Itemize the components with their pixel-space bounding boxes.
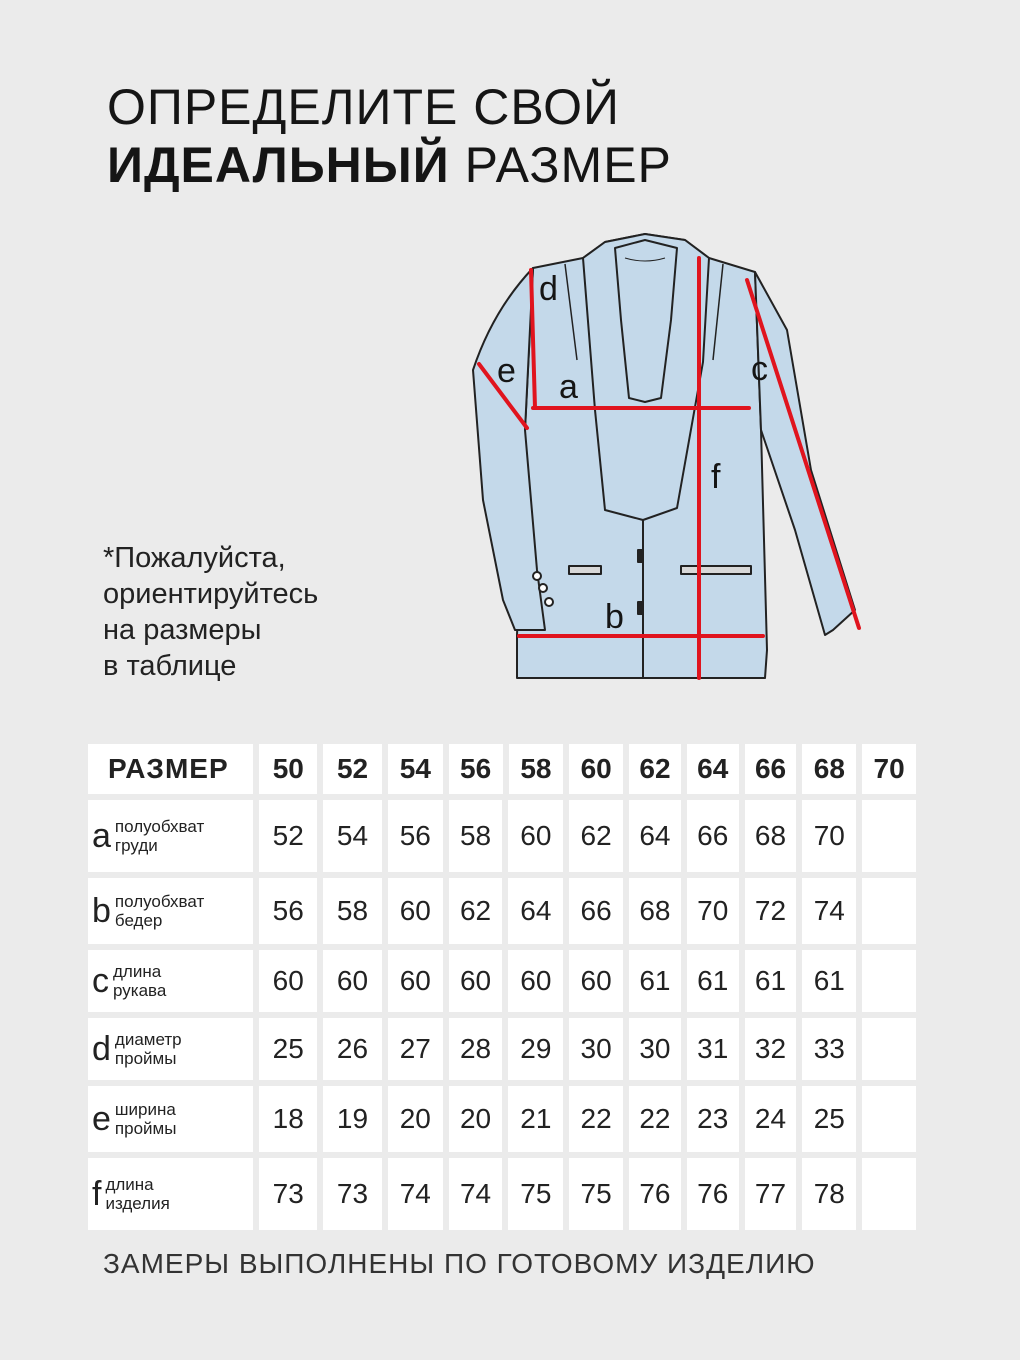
note-line: в таблице xyxy=(103,650,237,682)
table-row xyxy=(88,1086,916,1152)
table-cell xyxy=(862,950,916,1012)
description-line: проймы xyxy=(114,1049,177,1068)
measurement-description xyxy=(115,1100,177,1138)
page-title xyxy=(107,78,672,194)
jacket-pocket-right xyxy=(681,566,751,574)
table-cell: 61 xyxy=(629,950,681,1012)
table-cell: 60 xyxy=(259,950,317,1012)
table-cell: 25 xyxy=(259,1018,317,1080)
title-rest: РАЗМЕР xyxy=(464,137,672,193)
measurement-letter: f xyxy=(92,1175,102,1213)
description-line: длина xyxy=(105,1175,154,1194)
measurement-letter: c xyxy=(92,962,109,1000)
footer-note: ЗАМЕРЫ ВЫПОЛНЕНЫ ПО ГОТОВОМУ ИЗДЕЛИЮ xyxy=(103,1248,816,1279)
table-cell: 23 xyxy=(687,1086,739,1152)
table-cell: 68 xyxy=(745,800,797,872)
table-cell: 70 xyxy=(802,800,856,872)
table-cell: 61 xyxy=(687,950,739,1012)
measurement-description xyxy=(115,1030,182,1068)
size-header: 66 xyxy=(745,744,797,794)
jacket-button xyxy=(638,602,642,614)
jacket-button xyxy=(638,550,642,562)
measurement-label xyxy=(88,878,253,944)
label-d: d xyxy=(539,270,558,308)
table-cell: 75 xyxy=(508,1158,563,1230)
table-cell: 64 xyxy=(508,878,563,944)
measurement-letter: d xyxy=(92,1030,111,1068)
description-line: рукава xyxy=(113,981,167,1000)
table-row xyxy=(88,1158,916,1230)
note-line: *Пожалуйста, xyxy=(103,542,286,574)
measurement-letter: e xyxy=(92,1100,111,1138)
table-cell: 70 xyxy=(687,878,739,944)
table-cell: 64 xyxy=(629,800,681,872)
description-line: полуобхват xyxy=(114,817,205,836)
label-b: b xyxy=(605,598,624,636)
table-cell: 62 xyxy=(569,800,623,872)
table-cell: 52 xyxy=(259,800,317,872)
table-cell: 66 xyxy=(569,878,623,944)
measurement-description xyxy=(115,817,204,855)
table-cell: 56 xyxy=(388,800,443,872)
measurement-label xyxy=(88,800,253,872)
table-cell: 54 xyxy=(323,800,382,872)
description-line: груди xyxy=(114,836,158,855)
table-cell: 22 xyxy=(629,1086,681,1152)
size-header: 70 xyxy=(862,744,916,794)
table-header-label: РАЗМЕР xyxy=(88,744,253,794)
measurement-letter: a xyxy=(92,817,111,855)
table-row xyxy=(88,950,916,1012)
title-line-1: ОПРЕДЕЛИТЕ СВОЙ xyxy=(107,79,620,135)
jacket-cuff-button xyxy=(545,598,553,606)
table-cell: 24 xyxy=(745,1086,797,1152)
table-cell: 77 xyxy=(745,1158,797,1230)
size-header: 54 xyxy=(388,744,443,794)
measurement-description xyxy=(115,892,204,930)
size-header: 68 xyxy=(802,744,856,794)
jacket-right-sleeve xyxy=(755,272,855,635)
table-cell: 60 xyxy=(323,950,382,1012)
measurement-description xyxy=(113,962,166,1000)
size-header: 58 xyxy=(509,744,564,794)
table-cell: 56 xyxy=(259,878,317,944)
table-cell: 19 xyxy=(323,1086,382,1152)
table-cell: 61 xyxy=(802,950,856,1012)
description-line: диаметр xyxy=(114,1030,182,1049)
table-cell: 33 xyxy=(802,1018,856,1080)
table-cell: 60 xyxy=(508,800,563,872)
table-cell: 18 xyxy=(259,1086,317,1152)
table-cell: 60 xyxy=(388,878,443,944)
description-line: ширина xyxy=(114,1100,176,1119)
table-cell: 73 xyxy=(323,1158,382,1230)
size-header: 62 xyxy=(629,744,681,794)
table-cell: 76 xyxy=(629,1158,681,1230)
label-c: c xyxy=(751,350,768,388)
table-cell: 60 xyxy=(569,950,623,1012)
jacket-pocket-left xyxy=(569,566,601,574)
label-a: a xyxy=(559,368,578,406)
table-cell xyxy=(862,800,916,872)
table-cell: 21 xyxy=(508,1086,563,1152)
measurement-label xyxy=(88,1158,253,1230)
table-cell: 75 xyxy=(569,1158,623,1230)
measurement-description xyxy=(105,1175,169,1213)
size-header: 64 xyxy=(687,744,739,794)
table-cell: 62 xyxy=(449,878,503,944)
size-header: 60 xyxy=(569,744,623,794)
size-header: 50 xyxy=(259,744,317,794)
table-cell: 72 xyxy=(745,878,797,944)
table-cell: 20 xyxy=(449,1086,503,1152)
table-row xyxy=(88,878,916,944)
table-cell: 29 xyxy=(508,1018,563,1080)
table-cell xyxy=(862,878,916,944)
table-cell xyxy=(862,1018,916,1080)
note-line: на размеры xyxy=(103,614,262,646)
size-header: 56 xyxy=(449,744,503,794)
size-table xyxy=(88,744,916,1236)
table-cell: 58 xyxy=(323,878,382,944)
measurement-label xyxy=(88,1086,253,1152)
table-cell: 31 xyxy=(687,1018,739,1080)
table-cell: 74 xyxy=(449,1158,503,1230)
table-cell: 26 xyxy=(323,1018,382,1080)
title-line-2 xyxy=(107,136,672,194)
label-f: f xyxy=(711,458,721,496)
table-cell xyxy=(862,1158,916,1230)
table-cell: 78 xyxy=(802,1158,856,1230)
table-cell: 60 xyxy=(508,950,563,1012)
description-line: изделия xyxy=(105,1194,170,1213)
table-cell: 66 xyxy=(687,800,739,872)
title-bold-word: ИДЕАЛЬНЫЙ xyxy=(107,137,450,193)
measurement-letter: b xyxy=(92,892,111,930)
description-line: полуобхват xyxy=(114,892,205,911)
jacket-cuff-button xyxy=(533,572,541,580)
size-header: 52 xyxy=(323,744,382,794)
jacket-diagram xyxy=(465,230,905,690)
table-cell: 60 xyxy=(388,950,443,1012)
table-cell: 60 xyxy=(449,950,503,1012)
table-cell: 32 xyxy=(745,1018,797,1080)
table-row xyxy=(88,1018,916,1080)
table-cell: 28 xyxy=(449,1018,503,1080)
table-cell: 61 xyxy=(745,950,797,1012)
table-cell: 74 xyxy=(388,1158,443,1230)
table-cell: 22 xyxy=(569,1086,623,1152)
table-cell: 68 xyxy=(629,878,681,944)
description-line: длина xyxy=(113,962,162,981)
table-cell: 27 xyxy=(388,1018,443,1080)
table-row xyxy=(88,800,916,872)
note-line: ориентируйтесь xyxy=(103,578,319,610)
table-cell: 30 xyxy=(569,1018,623,1080)
table-cell: 76 xyxy=(687,1158,739,1230)
table-cell: 73 xyxy=(259,1158,317,1230)
table-cell: 30 xyxy=(629,1018,681,1080)
description-line: бедер xyxy=(114,911,163,930)
size-note xyxy=(103,540,318,684)
table-cell: 20 xyxy=(388,1086,443,1152)
table-cell: 58 xyxy=(449,800,503,872)
jacket-cuff-button xyxy=(539,584,547,592)
label-e: e xyxy=(497,352,516,390)
table-cell xyxy=(862,1086,916,1152)
description-line: проймы xyxy=(114,1119,177,1138)
measurement-label xyxy=(88,950,253,1012)
table-cell: 74 xyxy=(802,878,856,944)
table-header-row xyxy=(88,744,916,794)
table-cell: 25 xyxy=(802,1086,856,1152)
measurement-label xyxy=(88,1018,253,1080)
